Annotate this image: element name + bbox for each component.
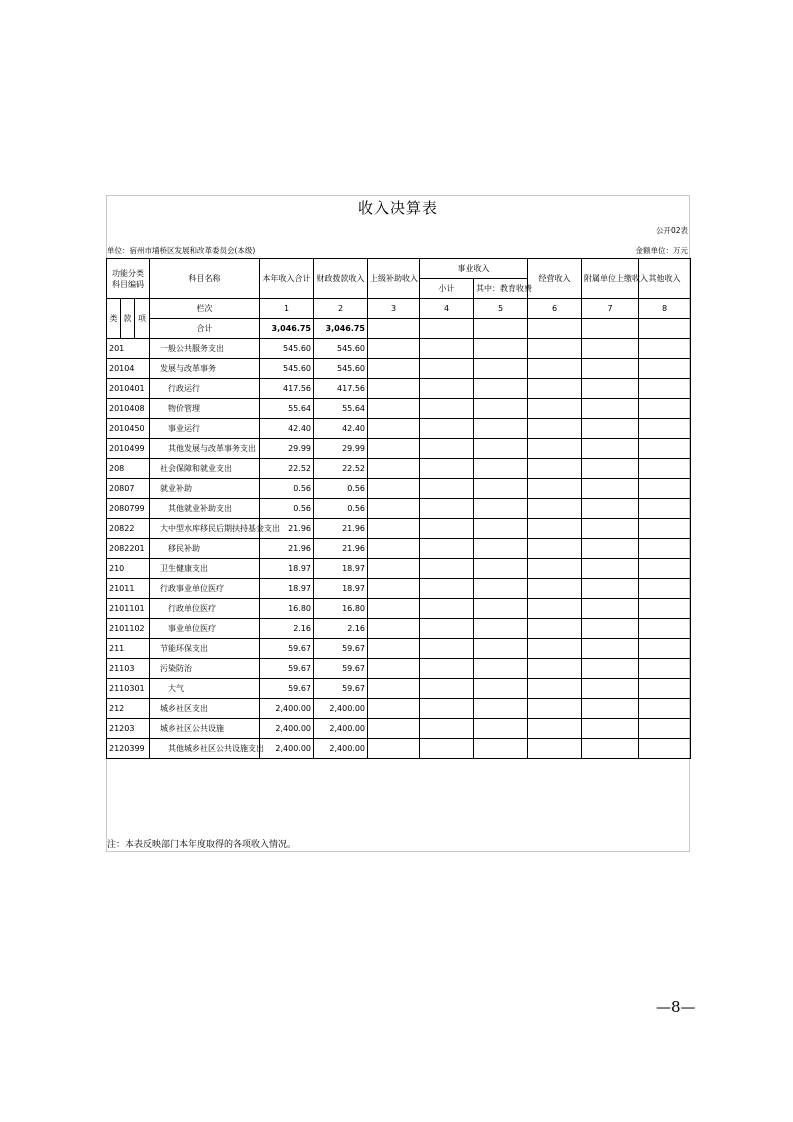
row-total: 21.96 (260, 519, 314, 539)
table-row (107, 479, 691, 499)
table-row (107, 539, 691, 559)
form-code: 公开02表 (655, 226, 688, 235)
unit-label: 单位：宿州市埇桥区发展和改革委员会(本级) (107, 246, 256, 255)
row-empty-cell (639, 459, 691, 479)
row-name: 城乡社区支出 (150, 699, 260, 719)
row-empty-cell (368, 559, 420, 579)
row-empty-cell (639, 719, 691, 739)
row-empty-cell (639, 479, 691, 499)
row-empty-cell (582, 339, 639, 359)
row-total: 59.67 (260, 659, 314, 679)
row-empty-cell (528, 679, 582, 699)
row-name: 污染防治 (150, 659, 260, 679)
row-empty-cell (582, 539, 639, 559)
row-empty-cell (528, 379, 582, 399)
table-row (107, 699, 691, 719)
row-empty-cell (528, 619, 582, 639)
row-name: 其他发展与改革事务支出 (150, 439, 260, 459)
header-section: 款 (121, 299, 135, 339)
row-total: 22.52 (260, 459, 314, 479)
row-fiscal: 42.40 (314, 419, 368, 439)
row-fiscal: 29.99 (314, 439, 368, 459)
row-name: 就业补助 (150, 479, 260, 499)
row-empty-cell (639, 439, 691, 459)
row-empty-cell (474, 739, 528, 759)
page-number: —8— (656, 998, 696, 1016)
row-empty-cell (582, 419, 639, 439)
row-total: 16.80 (260, 599, 314, 619)
row-empty-cell (474, 699, 528, 719)
header-affiliate: 附属单位上缴收入 (582, 259, 639, 299)
row-empty-cell (368, 619, 420, 639)
row-empty-cell (528, 439, 582, 459)
row-empty-cell (368, 739, 420, 759)
row-empty-cell (528, 539, 582, 559)
row-empty-cell (474, 619, 528, 639)
row-empty-cell (639, 679, 691, 699)
row-code: 2010408 (107, 399, 150, 419)
header-superior: 上级补助收入 (368, 259, 420, 299)
total-row (107, 319, 691, 339)
row-total: 18.97 (260, 579, 314, 599)
row-empty-cell (582, 619, 639, 639)
row-empty-cell (474, 399, 528, 419)
row-empty-cell (639, 579, 691, 599)
total-value: 3,046.75 (260, 319, 314, 339)
table-row (107, 579, 691, 599)
header-func-code: 功能分类科目编码 (107, 259, 150, 299)
row-fiscal: 59.67 (314, 679, 368, 699)
income-statement-sheet (106, 195, 690, 852)
row-empty-cell (528, 599, 582, 619)
fiscal-total-value: 3,046.75 (314, 319, 368, 339)
table-row (107, 379, 691, 399)
row-total: 545.60 (260, 359, 314, 379)
row-empty-cell (474, 499, 528, 519)
row-code: 2101102 (107, 619, 150, 639)
row-code: 208 (107, 459, 150, 479)
row-name: 物价管理 (150, 399, 260, 419)
col-num-6: 6 (528, 299, 582, 319)
row-empty-cell (528, 579, 582, 599)
row-name: 行政运行 (150, 379, 260, 399)
row-empty-cell (474, 419, 528, 439)
col-num-3: 3 (368, 299, 420, 319)
row-name: 行政事业单位医疗 (150, 579, 260, 599)
row-total: 2.16 (260, 619, 314, 639)
income-table (106, 258, 691, 759)
row-empty-cell (368, 719, 420, 739)
row-fiscal: 2,400.00 (314, 719, 368, 739)
row-code: 2010450 (107, 419, 150, 439)
header-other: 其他收入 (639, 259, 691, 299)
row-fiscal: 59.67 (314, 659, 368, 679)
row-fiscal: 21.96 (314, 539, 368, 559)
col-num-7: 7 (582, 299, 639, 319)
row-code: 21103 (107, 659, 150, 679)
row-empty-cell (368, 539, 420, 559)
table-row (107, 339, 691, 359)
row-empty-cell (420, 499, 474, 519)
row-empty-cell (582, 359, 639, 379)
row-name: 事业运行 (150, 419, 260, 439)
row-fiscal: 2,400.00 (314, 739, 368, 759)
row-name: 卫生健康支出 (150, 559, 260, 579)
row-empty-cell (420, 679, 474, 699)
row-name: 一般公共服务支出 (150, 339, 260, 359)
table-row (107, 619, 691, 639)
table-row (107, 639, 691, 659)
table-row (107, 499, 691, 519)
row-empty-cell (639, 519, 691, 539)
row-empty-cell (420, 339, 474, 359)
row-name: 社会保障和就业支出 (150, 459, 260, 479)
row-empty-cell (639, 379, 691, 399)
row-empty-cell (474, 639, 528, 659)
row-code: 20807 (107, 479, 150, 499)
row-empty-cell (528, 359, 582, 379)
row-empty-cell (474, 599, 528, 619)
row-empty-cell (420, 719, 474, 739)
row-empty-cell (420, 359, 474, 379)
row-empty-cell (368, 339, 420, 359)
row-empty-cell (474, 359, 528, 379)
row-empty-cell (474, 679, 528, 699)
row-code: 20822 (107, 519, 150, 539)
header-edu-fee: 其中：教育收费 (474, 279, 528, 299)
row-empty-cell (368, 639, 420, 659)
row-empty-cell (582, 519, 639, 539)
row-empty-cell (368, 359, 420, 379)
row-total: 2,400.00 (260, 719, 314, 739)
row-name: 事业单位医疗 (150, 619, 260, 639)
row-empty-cell (420, 659, 474, 679)
table-row (107, 659, 691, 679)
row-empty-cell (639, 599, 691, 619)
col-num-5: 5 (474, 299, 528, 319)
row-empty-cell (528, 739, 582, 759)
row-empty-cell (474, 719, 528, 739)
row-fiscal: 18.97 (314, 559, 368, 579)
row-code: 2010499 (107, 439, 150, 459)
row-empty-cell (582, 439, 639, 459)
row-empty-cell (368, 419, 420, 439)
row-code: 210 (107, 559, 150, 579)
table-row (107, 679, 691, 699)
row-fiscal: 545.60 (314, 359, 368, 379)
row-empty-cell (528, 519, 582, 539)
row-code: 2110301 (107, 679, 150, 699)
row-empty-cell (368, 699, 420, 719)
row-empty-cell (528, 719, 582, 739)
table-row (107, 459, 691, 479)
row-name: 行政单位医疗 (150, 599, 260, 619)
row-code: 20104 (107, 359, 150, 379)
row-empty-cell (639, 499, 691, 519)
row-empty-cell (639, 619, 691, 639)
row-empty-cell (474, 539, 528, 559)
row-empty-cell (639, 739, 691, 759)
row-code: 201 (107, 339, 150, 359)
row-name: 大气 (150, 679, 260, 699)
row-name: 大中型水库移民后期扶持基金支出 (150, 519, 260, 539)
total-label: 合计 (150, 319, 260, 339)
row-fiscal: 18.97 (314, 579, 368, 599)
row-fiscal: 2.16 (314, 619, 368, 639)
row-code: 21011 (107, 579, 150, 599)
table-row (107, 739, 691, 759)
table-row (107, 399, 691, 419)
row-fiscal: 0.56 (314, 499, 368, 519)
table-row (107, 439, 691, 459)
col-num-2: 2 (314, 299, 368, 319)
row-empty-cell (420, 639, 474, 659)
row-total: 0.56 (260, 499, 314, 519)
row-empty-cell (368, 499, 420, 519)
row-empty-cell (474, 559, 528, 579)
row-empty-cell (420, 739, 474, 759)
row-empty-cell (474, 519, 528, 539)
row-empty-cell (528, 459, 582, 479)
row-name: 移民补助 (150, 539, 260, 559)
row-empty-cell (582, 659, 639, 679)
row-empty-cell (582, 739, 639, 759)
row-empty-cell (368, 379, 420, 399)
row-fiscal: 0.56 (314, 479, 368, 499)
table-row (107, 419, 691, 439)
row-empty-cell (420, 559, 474, 579)
row-name: 其他城乡社区公共设施支出 (150, 739, 260, 759)
row-empty-cell (474, 439, 528, 459)
row-empty-cell (582, 639, 639, 659)
row-empty-cell (582, 459, 639, 479)
row-empty-cell (474, 479, 528, 499)
row-empty-cell (528, 399, 582, 419)
col-num-1: 1 (260, 299, 314, 319)
header-subtotal: 小计 (420, 279, 474, 299)
row-empty-cell (474, 379, 528, 399)
row-fiscal: 22.52 (314, 459, 368, 479)
row-empty-cell (474, 339, 528, 359)
row-empty-cell (420, 599, 474, 619)
row-total: 417.56 (260, 379, 314, 399)
row-empty-cell (474, 459, 528, 479)
row-empty-cell (420, 519, 474, 539)
row-empty-cell (368, 519, 420, 539)
row-empty-cell (368, 459, 420, 479)
row-name: 节能环保支出 (150, 639, 260, 659)
row-empty-cell (528, 639, 582, 659)
header-operation: 经营收入 (528, 259, 582, 299)
row-total: 0.56 (260, 479, 314, 499)
row-empty-cell (639, 339, 691, 359)
row-empty-cell (528, 339, 582, 359)
row-empty-cell (368, 659, 420, 679)
row-empty-cell (474, 659, 528, 679)
col-num-8: 8 (639, 299, 691, 319)
row-code: 212 (107, 699, 150, 719)
row-total: 29.99 (260, 439, 314, 459)
footnote: 注：本表反映部门本年度取得的各项收入情况。 (107, 840, 297, 850)
row-empty-cell (368, 679, 420, 699)
row-empty-cell (368, 579, 420, 599)
row-empty-cell (420, 579, 474, 599)
row-empty-cell (528, 499, 582, 519)
row-total: 545.60 (260, 339, 314, 359)
row-empty-cell (582, 679, 639, 699)
row-empty-cell (582, 499, 639, 519)
row-fiscal: 2,400.00 (314, 699, 368, 719)
row-empty-cell (582, 699, 639, 719)
row-empty-cell (582, 579, 639, 599)
row-empty-cell (639, 359, 691, 379)
row-total: 55.64 (260, 399, 314, 419)
row-empty-cell (420, 479, 474, 499)
row-empty-cell (420, 459, 474, 479)
row-empty-cell (420, 699, 474, 719)
row-empty-cell (368, 439, 420, 459)
row-fiscal: 545.60 (314, 339, 368, 359)
row-empty-cell (582, 379, 639, 399)
table-row (107, 559, 691, 579)
row-name: 发展与改革事务 (150, 359, 260, 379)
table-title: 收入决算表 (357, 199, 438, 217)
row-empty-cell (474, 579, 528, 599)
row-empty-cell (368, 399, 420, 419)
row-empty-cell (582, 559, 639, 579)
row-fiscal: 55.64 (314, 399, 368, 419)
col-num-4: 4 (420, 299, 474, 319)
row-code: 2010401 (107, 379, 150, 399)
row-empty-cell (639, 539, 691, 559)
table-row (107, 359, 691, 379)
row-empty-cell (582, 399, 639, 419)
row-total: 2,400.00 (260, 739, 314, 759)
header-business: 事业收入 (420, 259, 528, 279)
row-code: 211 (107, 639, 150, 659)
row-code: 2082201 (107, 539, 150, 559)
row-total: 21.96 (260, 539, 314, 559)
row-empty-cell (368, 479, 420, 499)
row-empty-cell (582, 719, 639, 739)
row-empty-cell (420, 439, 474, 459)
row-empty-cell (639, 399, 691, 419)
row-total: 59.67 (260, 679, 314, 699)
row-empty-cell (582, 479, 639, 499)
row-empty-cell (639, 699, 691, 719)
row-total: 42.40 (260, 419, 314, 439)
row-name: 其他就业补助支出 (150, 499, 260, 519)
row-name: 城乡社区公共设施 (150, 719, 260, 739)
row-empty-cell (639, 419, 691, 439)
row-empty-cell (639, 639, 691, 659)
row-empty-cell (528, 699, 582, 719)
row-fiscal: 59.67 (314, 639, 368, 659)
row-empty-cell (420, 539, 474, 559)
row-code: 2080799 (107, 499, 150, 519)
table-row (107, 519, 691, 539)
row-empty-cell (528, 659, 582, 679)
row-total: 2,400.00 (260, 699, 314, 719)
row-empty-cell (528, 419, 582, 439)
row-empty-cell (528, 479, 582, 499)
row-empty-cell (582, 599, 639, 619)
table-row (107, 719, 691, 739)
row-code: 2120399 (107, 739, 150, 759)
row-empty-cell (420, 399, 474, 419)
row-total: 18.97 (260, 559, 314, 579)
row-code: 2101101 (107, 599, 150, 619)
header-item: 项 (135, 299, 150, 339)
row-empty-cell (368, 599, 420, 619)
row-total: 59.67 (260, 639, 314, 659)
header-class: 类 (107, 299, 121, 339)
row-empty-cell (528, 559, 582, 579)
header-fiscal: 财政拨款收入 (314, 259, 368, 299)
row-fiscal: 16.80 (314, 599, 368, 619)
row-fiscal: 21.96 (314, 519, 368, 539)
currency-label: 金额单位：万元 (635, 246, 688, 255)
row-empty-cell (420, 619, 474, 639)
header-col-index: 栏次 (150, 299, 260, 319)
table-row (107, 599, 691, 619)
header-subject-name: 科目名称 (150, 259, 260, 299)
row-empty-cell (639, 559, 691, 579)
row-empty-cell (639, 659, 691, 679)
row-empty-cell (420, 419, 474, 439)
row-empty-cell (420, 379, 474, 399)
row-fiscal: 417.56 (314, 379, 368, 399)
header-total: 本年收入合计 (260, 259, 314, 299)
row-code: 21203 (107, 719, 150, 739)
